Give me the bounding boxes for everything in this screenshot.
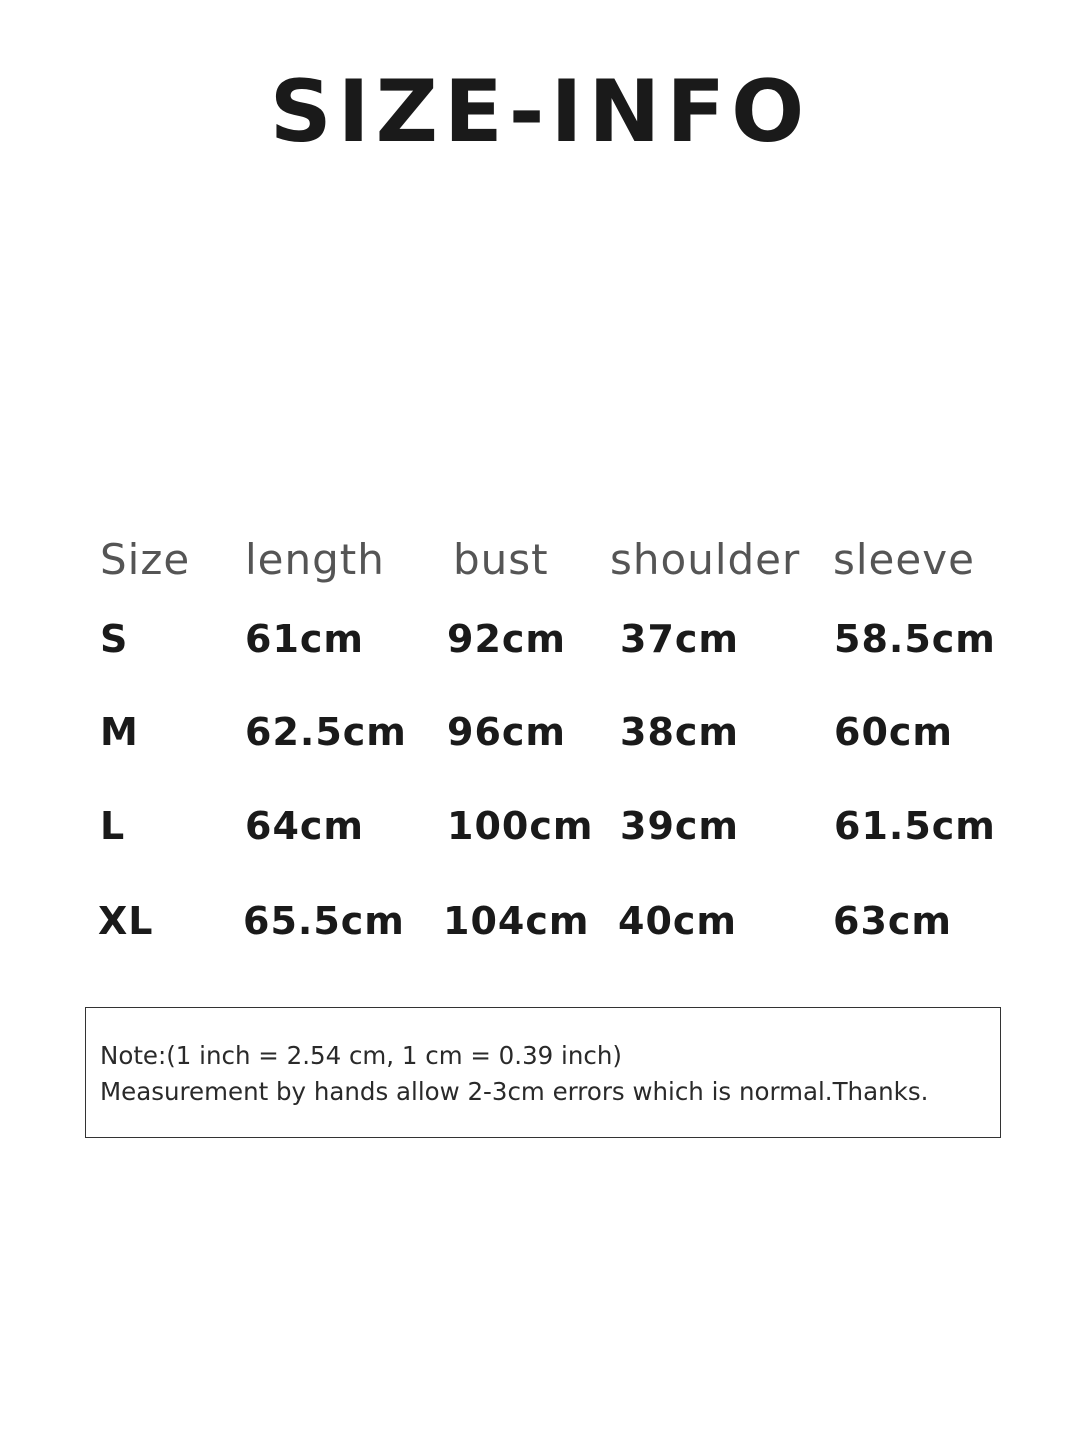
- note-conversion: Note:(1 inch = 2.54 cm, 1 cm = 0.39 inch): [100, 1041, 622, 1070]
- row-size: XL: [98, 899, 154, 943]
- note-box: [85, 1007, 1001, 1138]
- row-bust: 100cm: [447, 804, 594, 848]
- row-bust: 96cm: [447, 710, 567, 754]
- row-size: S: [100, 617, 129, 661]
- row-shoulder: 38cm: [620, 710, 740, 754]
- row-size: L: [100, 804, 126, 848]
- row-sleeve: 61.5cm: [834, 804, 996, 848]
- header-shoulder: shoulder: [610, 535, 801, 584]
- header-size: Size: [100, 535, 191, 584]
- row-length: 61cm: [245, 617, 365, 661]
- row-sleeve: 58.5cm: [834, 617, 996, 661]
- row-shoulder: 37cm: [620, 617, 740, 661]
- row-bust: 92cm: [447, 617, 567, 661]
- header-sleeve: sleeve: [833, 535, 975, 584]
- row-bust: 104cm: [443, 899, 590, 943]
- row-length: 62.5cm: [245, 710, 407, 754]
- row-sleeve: 60cm: [834, 710, 954, 754]
- header-length: length: [245, 535, 385, 584]
- page-title: SIZE-INFO: [269, 62, 811, 162]
- row-length: 65.5cm: [243, 899, 405, 943]
- row-shoulder: 40cm: [618, 899, 738, 943]
- row-shoulder: 39cm: [620, 804, 740, 848]
- row-size: M: [100, 710, 139, 754]
- header-bust: bust: [453, 535, 549, 584]
- row-length: 64cm: [245, 804, 365, 848]
- row-sleeve: 63cm: [833, 899, 953, 943]
- note-measurement: Measurement by hands allow 2-3cm errors which is normal.Thanks.: [100, 1077, 929, 1106]
